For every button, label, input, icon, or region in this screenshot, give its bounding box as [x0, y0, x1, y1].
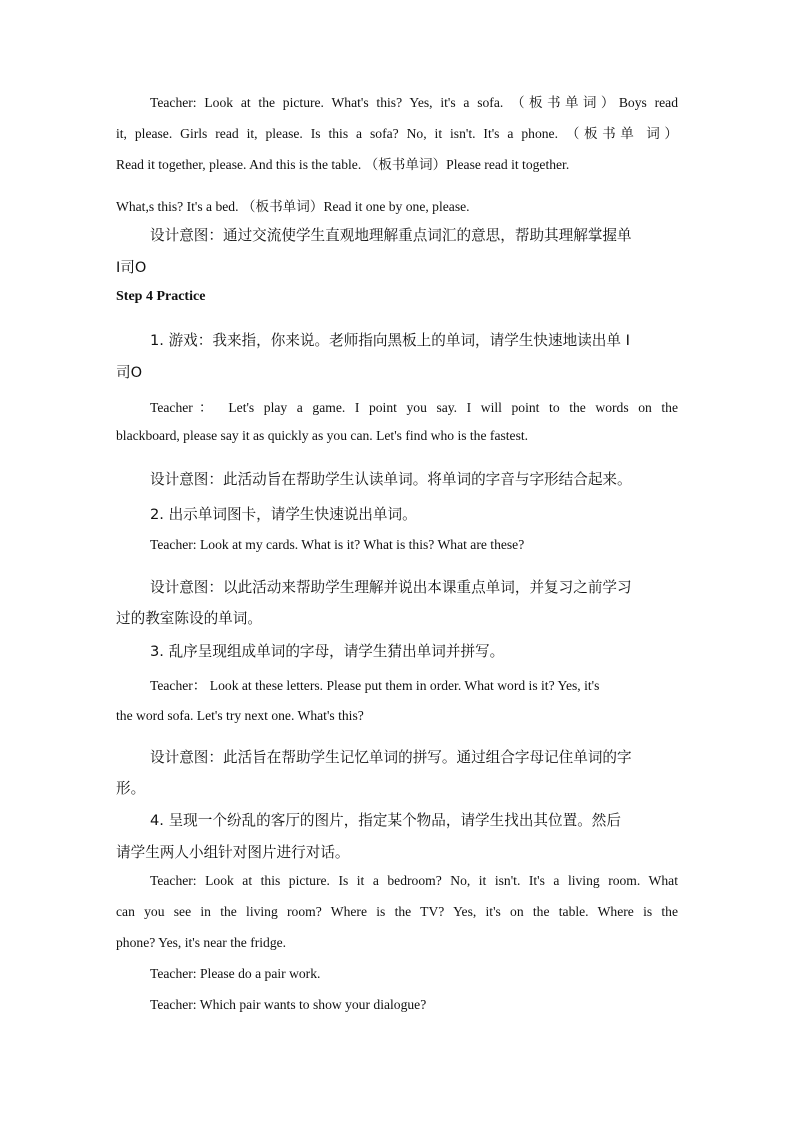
teacher-paragraph-line: it, please. Girls read it, please. Is this a sofa? No, it isn't. It's a phone. （板书单 词）	[116, 126, 678, 141]
teacher-paragraph-line: Teacher: Look at this picture. Is it a bedroom? No, it isn't. It's a living room. What	[150, 873, 678, 888]
teacher-paragraph-line: the word sofa. Let's try next one. What's this?	[116, 708, 364, 723]
practice-item-line: 1. 游戏：我来指，你来说。老师指向黑板上的单词，请学生快速地读出单 I	[150, 332, 630, 349]
practice-item-line: 2. 出示单词图卡，请学生快速说出单词。	[150, 506, 417, 523]
design-intent-line: 设计意图：此活旨在帮助学生记忆单词的拼写。通过组合字母记住单词的字	[150, 749, 632, 766]
teacher-paragraph-line: Teacher: Look at the picture. What's this? Yes, it's a sofa. （板书单词）Boys read	[150, 95, 678, 110]
practice-item-line: 3. 乱序呈现组成单词的字母，请学生猜出单词并拼写。	[150, 643, 505, 660]
design-intent-line: I司O	[116, 259, 147, 276]
section-heading: Step 4 Practice	[116, 289, 206, 304]
design-intent-line: 设计意图：此活动旨在帮助学生认读单词。将单词的字音与字形结合起来。	[150, 471, 632, 488]
teacher-paragraph-line: What,s this? It's a bed. （板书单词）Read it one by one, please.	[116, 199, 470, 214]
teacher-paragraph-line: phone? Yes, it's near the fridge.	[116, 935, 287, 950]
practice-item-line: 4. 呈现一个纷乱的客厅的图片，指定某个物品，请学生找出其位置。然后	[150, 812, 621, 829]
practice-item-line: 司O	[116, 364, 143, 381]
design-intent-line: 设计意图：以此活动来帮助学生理解并说出本课重点单词，并复习之前学习	[150, 579, 632, 596]
teacher-paragraph-line: Teacher： Look at these letters. Please put them in order. What word is it? Yes, it's	[150, 678, 600, 693]
teacher-paragraph-line: Teacher： Let's play a game. I point you say. I will point to the words on the	[150, 400, 678, 415]
teacher-paragraph-line: can you see in the living room? Where is the TV? Yes, it's on the table. Where is the	[116, 904, 678, 919]
teacher-paragraph-line: Read it together, please. And this is the table. （板书单词）Please read it together.	[116, 157, 570, 172]
teacher-paragraph-line: Teacher: Please do a pair work.	[150, 966, 321, 981]
teacher-paragraph-line: blackboard, please say it as quickly as you can. Let's find who is the fastest.	[116, 428, 529, 443]
design-intent-line: 形。	[116, 780, 146, 797]
teacher-paragraph-line: Teacher: Look at my cards. What is it? What is this? What are these?	[150, 537, 525, 552]
design-intent-line: 过的教室陈设的单词。	[116, 610, 262, 627]
teacher-paragraph-line: Teacher: Which pair wants to show your dialogue?	[150, 997, 427, 1012]
practice-item-line: 请学生两人小组针对图片进行对话。	[116, 844, 350, 861]
design-intent-line: 设计意图：通过交流使学生直观地理解重点词汇的意思，帮助其理解掌握单	[150, 227, 632, 244]
